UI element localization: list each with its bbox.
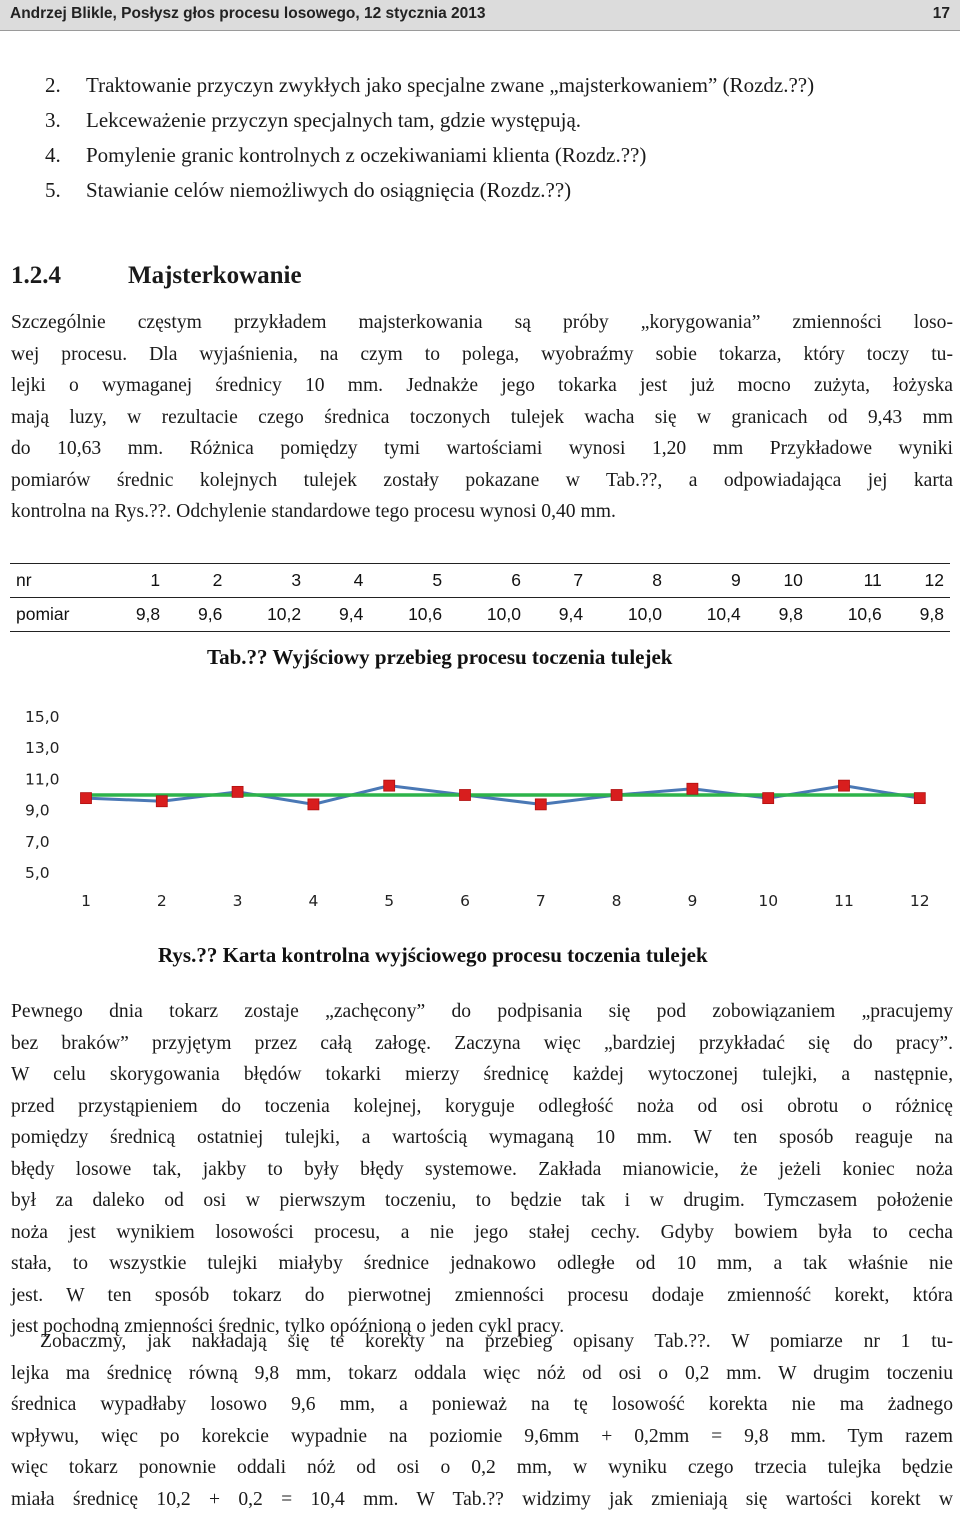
x-tick-label: 4 bbox=[308, 892, 318, 910]
text-line: więc tokarz ponownie oddali nóż od osi o 0,2 mm, w wyniku czego trzecia tulejka będzie bbox=[11, 1452, 953, 1484]
x-tick-label: 8 bbox=[612, 892, 622, 910]
y-tick-label: 11,0 bbox=[25, 770, 60, 788]
numbered-list bbox=[45, 68, 945, 208]
table-cell: 6 bbox=[448, 564, 527, 598]
list-item-text: Pomylenie granic kontrolnych z oczekiwaniami klienta (Rozdz.??) bbox=[86, 143, 646, 167]
text-line: był za daleko od osi w pierwszym toczeniu, to będzie tak i w drugim. Tymczasem położenie bbox=[11, 1185, 953, 1217]
x-tick-label: 7 bbox=[536, 892, 546, 910]
data-point-marker bbox=[384, 780, 395, 791]
text-line: kontrolna na Rys.??. Odchylenie standardowe tego procesu wynosi 0,40 mm. bbox=[11, 496, 953, 528]
table-cell: 4 bbox=[307, 564, 369, 598]
measurements-table bbox=[10, 563, 950, 632]
x-tick-label: 12 bbox=[910, 892, 930, 910]
table-cell: 1 bbox=[104, 564, 166, 598]
text-line: pomiarów średnic kolejnych tulejek zostały pokazane w Tab.??, a odpowiadająca jej karta bbox=[11, 465, 953, 497]
data-point-marker bbox=[156, 796, 167, 807]
data-point-marker bbox=[611, 790, 622, 801]
data-point-marker bbox=[81, 793, 92, 804]
y-tick-label: 7,0 bbox=[25, 833, 50, 851]
table-cell: 8 bbox=[589, 564, 668, 598]
y-tick-label: 5,0 bbox=[25, 864, 50, 882]
data-point-marker bbox=[308, 799, 319, 810]
x-tick-label: 3 bbox=[233, 892, 243, 910]
text-line: wej procesu. Dla wyjaśnienia, na czym to polega, wyobraźmy sobie tokarza, który toczy tu- bbox=[11, 339, 953, 371]
data-point-marker bbox=[460, 790, 471, 801]
section-number: 1.2.4 bbox=[11, 262, 128, 290]
text-line: jest. W ten sposób tokarz do pierwotnej zmienności procesu dodaje zmienność korekt, która bbox=[11, 1280, 953, 1312]
text-line: Zobaczmy, jak nakładają się te korekty na przebieg opisany Tab.??. W pomiarze nr 1 tu- bbox=[40, 1326, 953, 1358]
text-line: miała średnicę 10,2 + 0,2 = 10,4 mm. W Tab.?? widzimy jak zmieniają się wartości korekt w bbox=[11, 1484, 953, 1515]
list-item-text: Traktowanie przyczyn zwykłych jako specjalne zwane „majsterkowaniem” (Rozdz.??) bbox=[86, 73, 814, 97]
figure-caption: Rys.?? Karta kontrolna wyjściowego procesu toczenia tulejek bbox=[158, 943, 708, 968]
table-cell: 10,0 bbox=[448, 598, 527, 632]
table-cell: 10,0 bbox=[589, 598, 668, 632]
table-cell: 10,6 bbox=[369, 598, 448, 632]
text-line: jest pochodną zmienności średnic, tylko opóźnioną o jeden cykl pracy. bbox=[11, 1311, 953, 1343]
text-line: lejka ma średnicę równą 9,8 mm, tokarz oddala więc nóż od osi o 0,2 mm. W drugim toczeniu bbox=[11, 1358, 953, 1390]
text-line: przed przystąpieniem do toczenia kolejnej, koryguje odległość noża od osi obrotu o różnicę bbox=[11, 1091, 953, 1123]
table-cell: 11 bbox=[809, 564, 888, 598]
text-line: W celu skorygowania błędów tokarki mierzy średnicę każdej wytoczonej tulejki, a następnie, bbox=[11, 1059, 953, 1091]
table-cell: 5 bbox=[369, 564, 448, 598]
table-cell: 9,6 bbox=[166, 598, 228, 632]
data-point-marker bbox=[232, 786, 243, 797]
text-line: bez braków” przyjętym przez całą załogę. Zaczyna więc „bardziej przykładać się do pracy”. bbox=[11, 1028, 953, 1060]
y-tick-label: 15,0 bbox=[25, 708, 60, 726]
list-item-text: Stawianie celów niemożliwych do osiągnięcia (Rozdz.??) bbox=[86, 178, 571, 202]
x-tick-label: 5 bbox=[384, 892, 394, 910]
chart-series bbox=[81, 780, 926, 810]
x-tick-label: 11 bbox=[834, 892, 854, 910]
data-point-marker bbox=[914, 793, 925, 804]
table-cell: 9,4 bbox=[527, 598, 589, 632]
list-item bbox=[45, 68, 945, 103]
table-caption: Tab.?? Wyjściowy przebieg procesu toczenia tulejek bbox=[207, 645, 672, 670]
list-item-number: 3. bbox=[45, 103, 86, 138]
table-cell: 3 bbox=[228, 564, 307, 598]
list-item-text: Lekceważenie przyczyn specjalnych tam, gdzie występują. bbox=[86, 108, 581, 132]
paragraph-1 bbox=[11, 307, 953, 528]
y-tick-label: 9,0 bbox=[25, 802, 50, 820]
text-line: wpływu, więc po korekcie wypadnie na poziomie 9,6mm + 0,2mm = 9,8 mm. Tym razem bbox=[11, 1421, 953, 1453]
section-heading bbox=[11, 262, 302, 290]
list-item bbox=[45, 103, 945, 138]
list-item bbox=[45, 138, 945, 173]
x-tick-label: 6 bbox=[460, 892, 470, 910]
list-item-number: 5. bbox=[45, 173, 86, 208]
x-tick-label: 2 bbox=[157, 892, 167, 910]
table-cell: 9,8 bbox=[747, 598, 809, 632]
control-chart bbox=[10, 690, 960, 935]
x-tick-label: 1 bbox=[81, 892, 91, 910]
x-tick-label: 9 bbox=[687, 892, 697, 910]
list-item-number: 2. bbox=[45, 68, 86, 103]
text-line: średnica wypadłaby losowo 9,6 mm, a ponieważ na tę losowość korekta nie ma żadnego bbox=[11, 1389, 953, 1421]
data-point-marker bbox=[535, 799, 546, 810]
paragraph-3-first-line bbox=[40, 1326, 953, 1358]
table-row bbox=[10, 598, 950, 632]
text-line: Pewnego dnia tokarz zostaje „zachęcony” do podpisania się pod zobowiązaniem „pracujemy bbox=[11, 996, 953, 1028]
table-cell: 2 bbox=[166, 564, 228, 598]
paragraph-2 bbox=[11, 996, 953, 1343]
x-tick-label: 10 bbox=[758, 892, 778, 910]
text-line: błędy losowe tak, jakby to były błędy systemowe. Zakłada mianowicie, że jeżeli koniec noża bbox=[11, 1154, 953, 1186]
table-cell: 7 bbox=[527, 564, 589, 598]
row-header: nr bbox=[10, 564, 104, 598]
y-axis-labels bbox=[25, 708, 60, 882]
table-cell: 9 bbox=[668, 564, 747, 598]
text-line: stała, to wszystkie tulejki miałyby średnice jednakowo odległe od 10 mm, a tak właśnie nie bbox=[11, 1248, 953, 1280]
header-title: Andrzej Blikle, Posłysz głos procesu losowego, 12 stycznia 2013 bbox=[10, 5, 486, 23]
table-cell: 9,8 bbox=[888, 598, 950, 632]
section-title: Majsterkowanie bbox=[128, 262, 302, 289]
text-line: Szczególnie częstym przykładem majsterkowania są próby „korygowania” zmienności loso- bbox=[11, 307, 953, 339]
data-point-marker bbox=[763, 793, 774, 804]
list-item-number: 4. bbox=[45, 138, 86, 173]
x-axis-labels bbox=[81, 892, 930, 910]
y-tick-label: 13,0 bbox=[25, 739, 60, 757]
table-row bbox=[10, 564, 950, 598]
text-line: pomiędzy średnicą ostatniej tulejki, a wartością wymaganą 10 mm. W ten sposób reaguje na bbox=[11, 1122, 953, 1154]
row-header: pomiar bbox=[10, 598, 104, 632]
text-line: lejki o wymaganej średnicy 10 mm. Jednakże jego tokarka jest już mocno zużyta, łożyska bbox=[11, 370, 953, 402]
table-cell: 9,8 bbox=[104, 598, 166, 632]
table-cell: 10,4 bbox=[668, 598, 747, 632]
page-header bbox=[0, 0, 960, 31]
paragraph-3 bbox=[11, 1358, 953, 1515]
text-line: noża jest wynikiem losowości procesu, a nie jego stałej cechy. Gdyby bowiem była to cecha bbox=[11, 1217, 953, 1249]
table-cell: 10 bbox=[747, 564, 809, 598]
page-number: 17 bbox=[933, 5, 950, 23]
data-point-marker bbox=[687, 783, 698, 794]
table-cell: 10,2 bbox=[228, 598, 307, 632]
table-cell: 10,6 bbox=[809, 598, 888, 632]
data-point-marker bbox=[839, 780, 850, 791]
table-cell: 12 bbox=[888, 564, 950, 598]
text-line: do 10,63 mm. Różnica pomiędzy tymi wartościami wynosi 1,20 mm Przykładowe wyniki bbox=[11, 433, 953, 465]
text-line: mają luzy, w rezultacie czego średnica toczonych tulejek wacha się w granicach od 9,43 mm bbox=[11, 402, 953, 434]
table-cell: 9,4 bbox=[307, 598, 369, 632]
list-item bbox=[45, 173, 945, 208]
